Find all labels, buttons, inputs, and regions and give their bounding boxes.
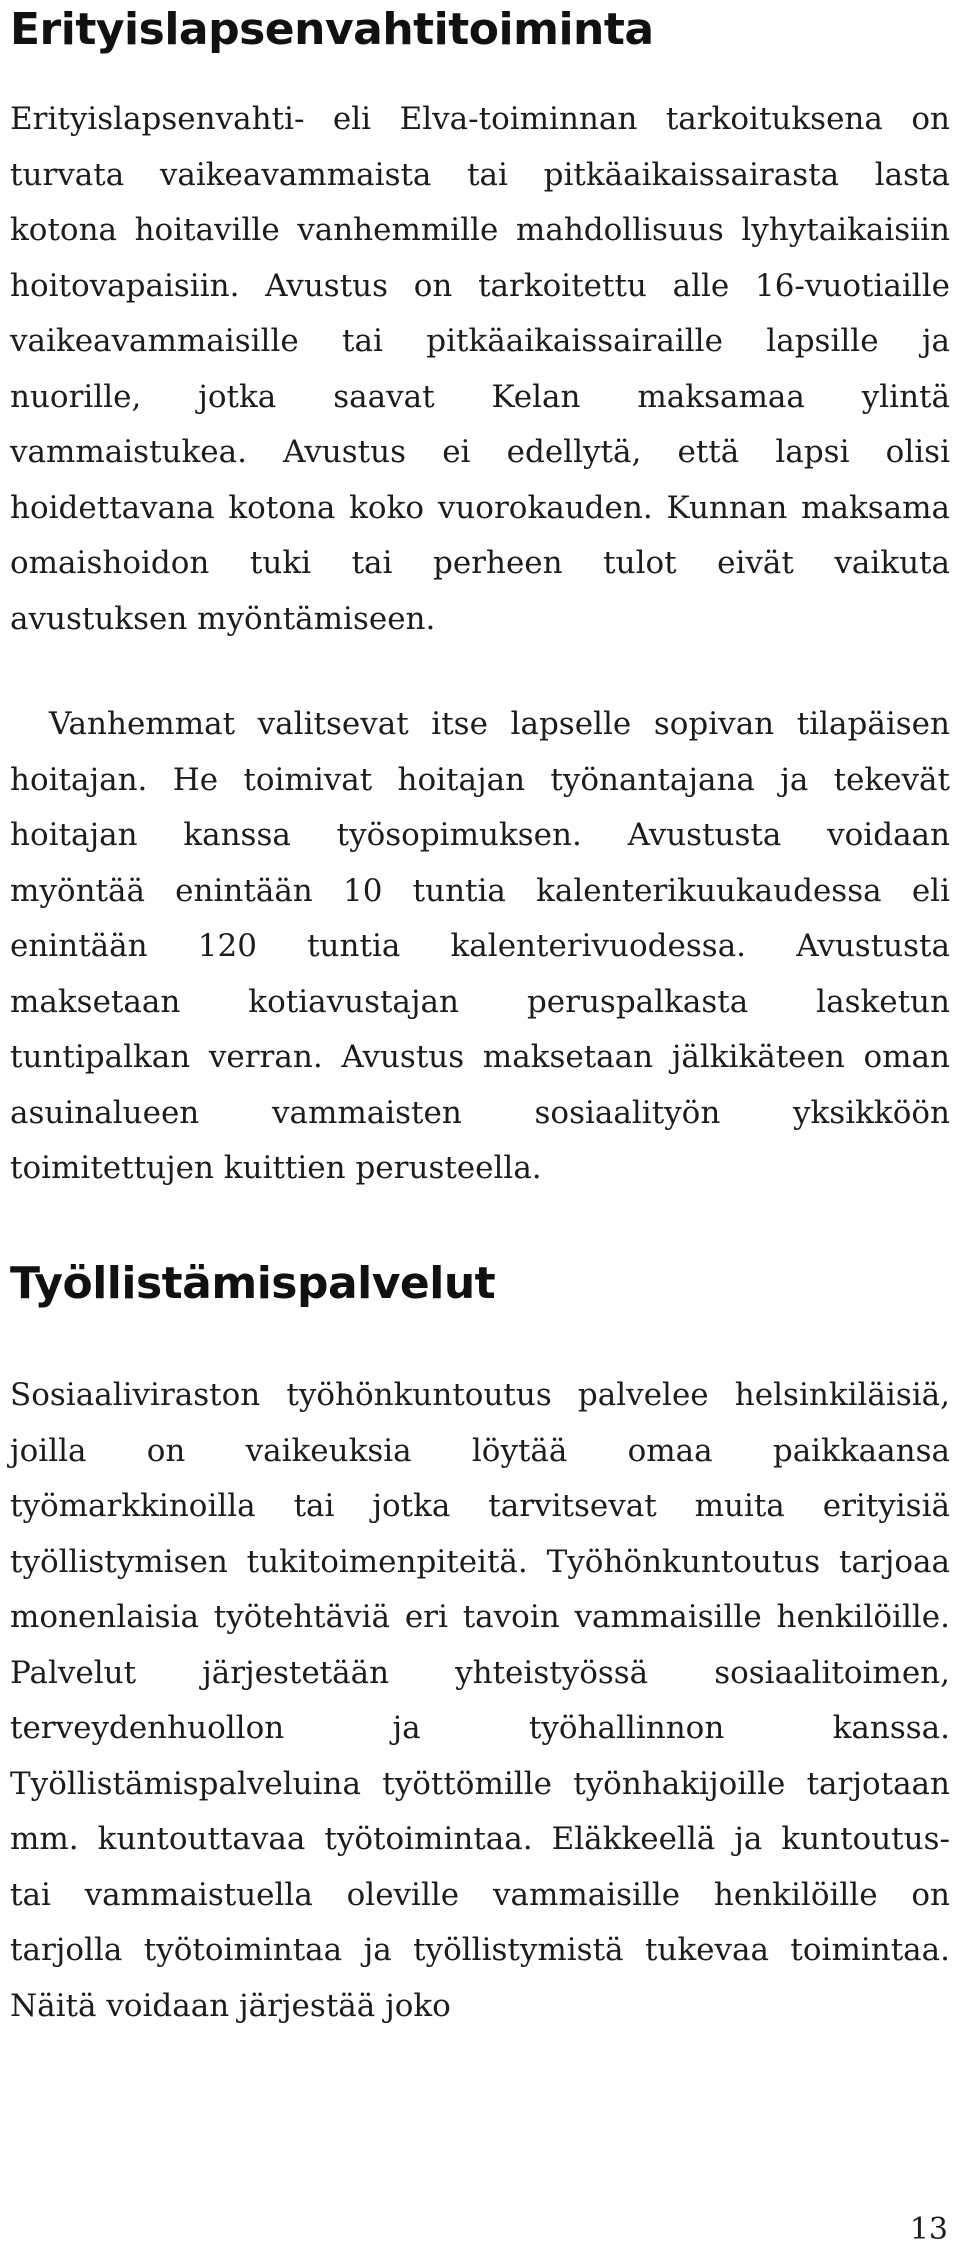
paragraph-elva-hoitaja: Vanhemmat valitsevat itse lapselle sopivan tilapäisen hoitajan. He toimivat hoitajan työnantajana ja tekevät hoitajan kanssa työsopimuksen. Avustusta voidaan myöntää enintään 10 tuntia kalenterikuukaudessa eli enintään 120 tuntia kalenterivuodessa. Avustusta maksetaan kotiavustajan peruspalkasta lasketun tuntipalkan verran. Avustus maksetaan jälkikäteen oman asuinalueen vammaisten sosiaalityön yksikköön toimitettujen kuittien perusteella. <box>10 706 950 1186</box>
page-number: 13 <box>909 2212 948 2247</box>
paragraph-tyohonkuntoutus: Sosiaaliviraston työhönkuntoutus palvelee helsinkiläisiä, joilla on vaikeuksia löytää omaa paikkaansa työmarkkinoilla tai jotka tarvitsevat muita erityisiä työllistymisen tukitoimenpiteitä. Työhönkuntoutus tarjoaa monenlaisia työtehtäviä eri tavoin vammaisille henkilöille. Palvelut järjestetään yhteistyössä sosiaalitoimen, terveydenhuollon ja työhallinnon kanssa. Työllistämispalveluina työttömille työnhakijoille tarjotaan mm. kuntouttavaa työtoimintaa. Eläkkeellä ja kuntoutus- tai vammaistuella oleville vammaisille henkilöille on tarjolla työtoimintaa ja työllistymistä tukevaa toimintaa. Näitä voidaan järjestää joko <box>10 1377 950 2024</box>
paragraph-elva-purpose: Erityislapsenvahti- eli Elva-toiminnan tarkoituksena on turvata vaikeavammaista tai pitkäaikaissairasta lasta kotona hoitaville vanhemmille mahdollisuus lyhytaikaisiin hoitovapaisiin. Avustus on tarkoitettu alle 16-vuotiaille vaikeavammaisille tai pitkäaikaissairaille lapsille ja nuorille, jotka saavat Kelan maksamaa ylintä vammaistukea. Avustus ei edellytä, että lapsi olisi hoidettavana kotona koko vuorokauden. Kunnan maksama omaishoidon tuki tai perheen tulot eivät vaikuta avustuksen myöntämiseen. <box>10 101 950 637</box>
section-heading-tyollistamispalvelut: Työllistämispalvelut <box>10 1258 496 1309</box>
section-heading-erityislapsenvahtitoiminta: Erityislapsenvahtitoiminta <box>10 4 654 55</box>
document-page <box>10 0 950 2268</box>
